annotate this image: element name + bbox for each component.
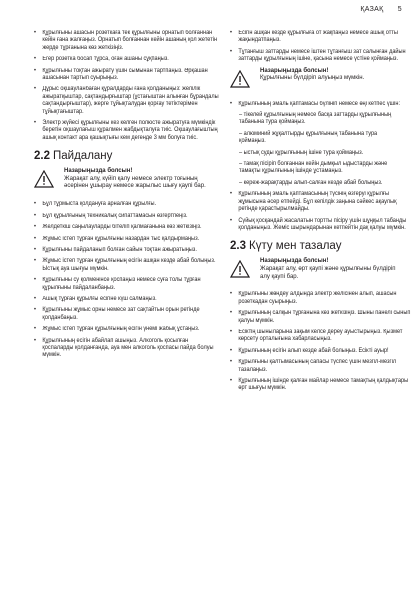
warning-text: Жарақат алу, күйіп қалу немесе электр тоғының әсерінен ұшырау немесе жарылыс шығу қаупі бар. xyxy=(64,175,206,190)
list-item: • Ашық тұрған құрылғы есігіне күш салмаңыз. xyxy=(34,296,219,303)
list-item: • Құрылғыны су қолменінсе қоспаңыз немесе суға толы тұрған құрылғыны пайдаланбаңыз. xyxy=(34,277,219,292)
section-number: 2.3 xyxy=(230,240,246,253)
left-column xyxy=(34,30,219,364)
right-column xyxy=(230,30,411,397)
list-item: • Есіктің шыныларына зақым келсе дереу ауыстырыңыз. Қызмет көрсету орталығына хабарласыңыз. xyxy=(230,329,414,344)
usage-list xyxy=(34,201,216,360)
usage-list-continued xyxy=(230,30,406,64)
list-item: • Электр жүйесі құрылғыны кез келген полюсте ажыратуға мүмкіндік беретін оқшаулағыш құралмен жабдықталуға тиіс. Оқшаулағыштың ашық контакт ара қашықтығы кем дегенде 3 мм болуға тиіс. xyxy=(34,120,219,142)
warning-text: Жарақат алу, өрт қаупі және құрылғыны бүлдіріп алу қаупі бар. xyxy=(260,265,396,280)
warning-block xyxy=(230,68,406,93)
list-item: • Жұмыс істеп тұрған құрылғының есігін үнемі жабық ұстаңыз. xyxy=(34,326,219,333)
section-title: Күту мен тазалау xyxy=(249,240,342,253)
care-list xyxy=(230,291,411,392)
page-header xyxy=(360,6,402,13)
list-item: • Құрылғының эмаль қаптамасының түсінің өзгеруі құрылғы жұмысына әсер етпейді. Бұл кепілдік заңына сәйкес ақаулық ретінде қарастырылмайды. xyxy=(230,191,414,213)
list-item: • Жұмыс істеп тұрған құрылғының есігін ашқан кезде абай болыңыз. Ыстық ауа шығуы мүмкін. xyxy=(34,258,219,273)
list-item: • Есігін ашқан кезде құрылғыға от жақпаңыз немесе ашық отты жақындатпаңыз. xyxy=(230,30,414,45)
warning-triangle-icon xyxy=(34,168,60,193)
enamel-list xyxy=(230,101,406,108)
list-item: • Құрылғының ішінде қалған майлар немесе тамақтың қалдықтары өрт шығуы мүмкін. xyxy=(230,378,414,393)
list-item: • Құрылғыны тоқтан ажырату үшін сымынан тартпаңыз. Әрқашан ашасынан тартып суырыңыз. xyxy=(34,68,219,83)
list-item: • Желдеткіш саңылауларды бітеліп қалмағанына көз жеткізіңіз. xyxy=(34,224,219,231)
warning-triangle-icon xyxy=(230,68,256,93)
list-item: • Бұл тұрмыста қолдануға арналған құрылғы. xyxy=(34,201,219,208)
sub-item: – алюминий жұқалтырды құрылғының табанына тура қоймаңыз. xyxy=(239,130,378,145)
list-item: • Құрылғыны жөндеу алдында электр желісінен алып, ашасын розеткадан суырыңыз. xyxy=(230,291,414,306)
sub-item: – ыстық суды құрылғының ішіне тура қоймаңыз. xyxy=(239,149,364,156)
header-language: ҚАЗАҚ xyxy=(360,6,384,13)
list-item: • Құрылғының есігін алып кезде абай болыңыз. Есікті ауыр! xyxy=(230,348,414,355)
warning-block xyxy=(230,258,406,283)
section-heading-care xyxy=(230,240,406,252)
warning-title: Назарыңызда болсын! xyxy=(260,258,329,265)
list-item: • Бұл құрылғының техникалық сипаттамасын өзгертпеңіз. xyxy=(34,213,219,220)
section-number: 2.2 xyxy=(34,150,50,163)
page-number: 5 xyxy=(397,6,402,13)
sub-item: – кереж-жарақтарды алып-салған кезде абай болыңыз. xyxy=(239,179,383,186)
sub-item: – тікелей құрылғының немесе басқа заттарды құрылғының табанына тура қоймаңыз. xyxy=(239,112,392,126)
safety-list-top xyxy=(34,30,219,142)
list-item: • Құрылғының есігін абайлап ашыңыз. Алкоголь қосылған қоспаларды қолданғанда, ауа мен алкоголь қоспасы пайда болуы мүмкін. xyxy=(34,338,219,360)
warning-title: Назарыңызда болсын! xyxy=(64,168,133,175)
warning-triangle-icon xyxy=(230,258,256,283)
list-item: • Құрылғыны пайдаланып болған сайын тоқтан ажыратыңыз. xyxy=(34,247,219,254)
sub-item: – тамақ пісіріп болғаннан кейін дымқыл ыдыстарды және тамақты құрылғының ішінде ұстамаңыз. xyxy=(239,161,388,175)
list-item: • Құрылғыны жұмыс орны немесе зат сақтайтын орын ретінде қолданбаңыз. xyxy=(34,307,219,322)
warning-title: Назарыңызда болсын! xyxy=(260,67,329,74)
section-heading-use xyxy=(34,150,212,162)
list-item: • Дұрыс оқшауланбаған құралдарды ғана қолданыңыз: желілік ажыратқыштар, сақтандырғыштар (ұстағыштан алынған бұрандалы сақтандырғыштар), жерге тұйықталудан қорғау тетіктерімен тұйықтағыштар. xyxy=(34,86,219,116)
enamel-list-2 xyxy=(230,191,406,232)
list-item: • Жұмыс істеп тұрған құрылғыны назардан тыс қалдырмаңыз. xyxy=(34,236,219,243)
list-item: • Құрылғыны қалтымасының сапасы түспес үшін мезгіл-мезгіл тазалаңыз. xyxy=(230,359,414,374)
list-item: • Сүйық қосқандай жасалатын тортты пісіру үшін шұңқыл табанды қолданыңыз. Жеміс шырындарынан кетпейтін дақ қалуы мүмкін. xyxy=(230,218,414,233)
list-item: • Құрылғының салқын тұрғанына көз жеткізіңіз. Шыны панелі сынып қалуы мүмкін. xyxy=(230,310,414,325)
warning-block xyxy=(34,168,212,193)
list-item: • Құрылғының эмаль қаптамасы бүлініп немесе өңі кетпес үшін: xyxy=(230,101,414,108)
list-item: • Егер розетка босап тұрса, оған ашаны сұқпаңыз. xyxy=(34,56,219,63)
list-item: • Тұтанғыш заттарды немесе іштен тұтанғыш зат салынған дайын заттарды құрылғының ішіне, қасына немесе үстіне қоймаңыз. xyxy=(230,49,414,64)
section-title: Пайдалану xyxy=(53,150,113,163)
list-item: • Құрылғыны ашасын розеткаға тек құрылғыны орнатып болғаннан кейін ғана жалғаңыз. Орнатып болғаннан кейін ашаның қол жететін жерде тұрғанына көз жеткізіңіз. xyxy=(34,30,219,52)
warning-text: Құрылғыны бүлдіріп алуыңыз мүмкін. xyxy=(260,75,365,82)
